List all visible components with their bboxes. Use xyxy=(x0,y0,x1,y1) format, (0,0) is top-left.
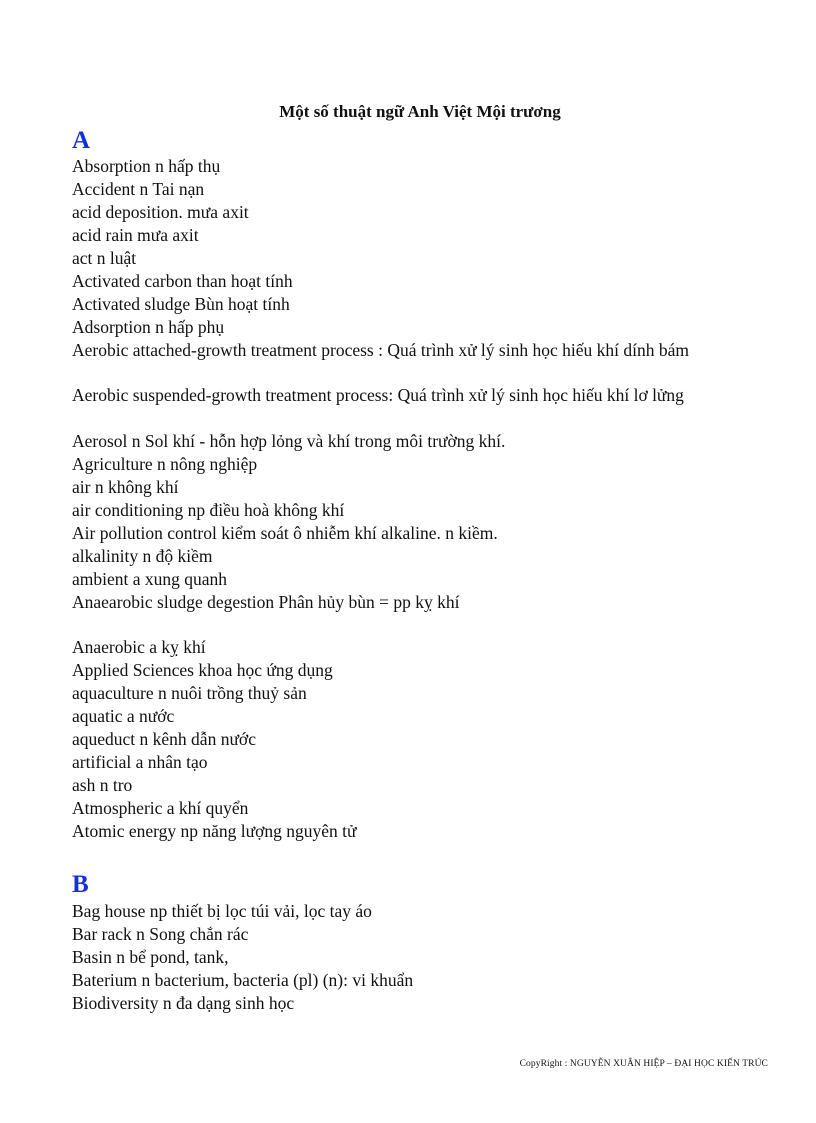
page-footer: CopyRight : NGUYỄN XUÂN HIỆP – ĐẠI HỌC KIẾN TRÚC xyxy=(519,1059,768,1069)
glossary-entry: Baterium n bacterium, bacteria (pl) (n): vi khuẩn xyxy=(72,970,414,990)
glossary-entry: aqueduct n kênh dẫn nước xyxy=(72,729,256,749)
glossary-entry: Atomic energy np năng lượng nguyên tử xyxy=(72,821,357,841)
section-heading-a: A xyxy=(72,127,91,154)
glossary-entry: act n luật xyxy=(72,248,137,268)
glossary-entry: Activated sludge Bùn hoạt tính xyxy=(72,294,290,314)
glossary-entry: Biodiversity n đa dạng sinh học xyxy=(72,993,295,1013)
glossary-entry: Aerosol n Sol khí - hỗn hợp lỏng và khí trong môi trường khí. xyxy=(72,431,506,451)
page-title: Một số thuật ngữ Anh Việt Mội trương xyxy=(279,102,561,121)
glossary-entry: Anaearobic sludge degestion Phân hủy bùn = pp kỵ khí xyxy=(72,592,460,612)
glossary-entry: artificial a nhân tạo xyxy=(72,752,208,772)
glossary-entry: ash n tro xyxy=(72,775,133,795)
glossary-entry: Absorption n hấp thụ xyxy=(72,156,221,176)
glossary-entry: Bag house np thiết bị lọc túi vải, lọc tay áo xyxy=(72,901,372,921)
glossary-entry: Anaerobic a kỵ khí xyxy=(72,637,206,657)
glossary-entry: aquatic a nước xyxy=(72,706,175,726)
glossary-entry: Applied Sciences khoa học ứng dụng xyxy=(72,660,333,680)
glossary-entry: Bar rack n Song chắn rác xyxy=(72,924,249,944)
glossary-entry: Aerobic attached-growth treatment process : Quá trình xử lý sinh học hiếu khí dính bám xyxy=(72,340,689,360)
glossary-entry: acid rain mưa axit xyxy=(72,225,199,245)
glossary-entry: ambient a xung quanh xyxy=(72,569,228,589)
glossary-entry: Air pollution control kiểm soát ô nhiễm khí alkaline. n kiềm. xyxy=(72,523,498,543)
glossary-entry: Activated carbon than hoạt tính xyxy=(72,271,293,291)
glossary-entry: air conditioning np điều hoà không khí xyxy=(72,500,345,520)
glossary-entry: acid deposition. mưa axit xyxy=(72,202,249,222)
glossary-entry: aquaculture n nuôi trồng thuỷ sản xyxy=(72,683,307,703)
glossary-entry: Atmospheric a khí quyển xyxy=(72,798,249,818)
glossary-entry: Accident n Tai nạn xyxy=(72,179,205,199)
glossary-entry: Basin n bể pond, tank, xyxy=(72,947,229,967)
glossary-entry: Agriculture n nông nghiệp xyxy=(72,454,258,474)
glossary-entry: Aerobic suspended-growth treatment process: Quá trình xử lý sinh học hiếu khí lơ lửng xyxy=(72,385,684,405)
glossary-entry: Adsorption n hấp phụ xyxy=(72,317,225,337)
glossary-entry: alkalinity n độ kiềm xyxy=(72,546,213,566)
glossary-entry: air n không khí xyxy=(72,477,179,497)
section-heading-b: B xyxy=(72,871,89,898)
